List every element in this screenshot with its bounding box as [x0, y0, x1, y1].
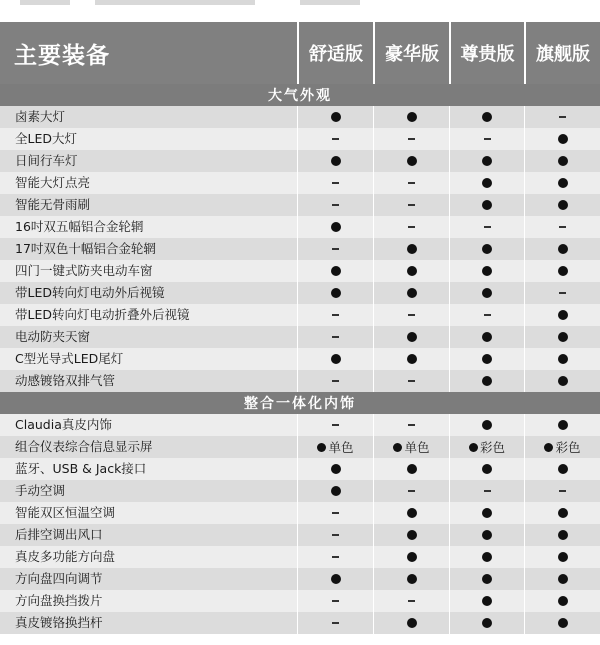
- dot-icon: [482, 332, 492, 342]
- dot-icon: [407, 244, 417, 254]
- standard-dot-icon: [524, 458, 600, 480]
- version-header-comfort: 舒适版: [297, 22, 373, 84]
- standard-dot-icon: [449, 106, 524, 128]
- feature-label: 卤素大灯: [15, 109, 66, 124]
- version-header-luxury: 豪华版: [373, 22, 449, 84]
- feature-label: 智能双区恒温空调: [15, 505, 116, 520]
- table-row: [0, 304, 600, 326]
- feature-label: C型光导式LED尾灯: [15, 351, 124, 366]
- not-available-dash-icon: [297, 590, 373, 612]
- value-text: 彩色: [555, 440, 581, 455]
- dash-icon: [332, 534, 339, 536]
- feature-label: 智能无骨雨刷: [15, 197, 91, 212]
- not-available-dash-icon: [373, 216, 449, 238]
- not-available-dash-icon: [373, 370, 449, 392]
- dash-icon: [332, 424, 339, 426]
- dot-icon: [331, 464, 341, 474]
- dot-icon: [407, 266, 417, 276]
- section-header: 整合一体化内饰: [0, 392, 600, 414]
- not-available-dash-icon: [449, 304, 524, 326]
- standard-dot-icon: [524, 502, 600, 524]
- dash-icon: [332, 556, 339, 558]
- dot-icon: [393, 443, 402, 452]
- dot-icon: [331, 574, 341, 584]
- dot-icon: [558, 376, 568, 386]
- dash-icon: [484, 138, 491, 140]
- standard-dot-icon: [373, 568, 449, 590]
- not-available-dash-icon: [297, 128, 373, 150]
- feature-label: 全LED大灯: [15, 131, 77, 146]
- dash-icon: [408, 204, 415, 206]
- dot-icon: [331, 156, 341, 166]
- standard-dot-icon: [373, 502, 449, 524]
- not-available-dash-icon: [449, 480, 524, 502]
- value-text: 单色: [328, 440, 354, 455]
- feature-label: 电动防夹天窗: [15, 329, 91, 344]
- standard-dot-icon: [297, 480, 373, 502]
- feature-label: 智能大灯点亮: [15, 175, 91, 190]
- dot-icon: [558, 464, 568, 474]
- standard-dot-icon: [373, 150, 449, 172]
- dot-icon: [407, 156, 417, 166]
- standard-dot-icon: [524, 612, 600, 634]
- standard-dot-icon: [524, 546, 600, 568]
- dot-icon: [331, 112, 341, 122]
- standard-dot-icon: [524, 238, 600, 260]
- dot-icon: [407, 530, 417, 540]
- standard-dot-icon: [524, 194, 600, 216]
- dot-icon: [558, 134, 568, 144]
- not-available-dash-icon: [449, 128, 524, 150]
- dot-icon: [482, 266, 492, 276]
- standard-dot-icon: [524, 150, 600, 172]
- standard-dot-icon: [297, 150, 373, 172]
- dash-icon: [332, 248, 339, 250]
- table-title: 主要装备: [14, 42, 110, 69]
- dash-icon: [408, 314, 415, 316]
- standard-dot-icon: [373, 326, 449, 348]
- dot-icon: [331, 354, 341, 364]
- dash-icon: [408, 226, 415, 228]
- standard-dot-icon: [449, 282, 524, 304]
- cropped-fragment: [300, 0, 360, 5]
- feature-label: 方向盘换挡拨片: [15, 593, 103, 608]
- table-row: [0, 458, 600, 480]
- dash-icon: [332, 600, 339, 602]
- not-available-dash-icon: [373, 414, 449, 436]
- standard-dot-icon: [524, 172, 600, 194]
- standard-dot-icon: [373, 458, 449, 480]
- dot-icon: [482, 596, 492, 606]
- standard-dot-icon: [449, 348, 524, 370]
- not-available-dash-icon: [297, 238, 373, 260]
- dot-icon: [482, 420, 492, 430]
- standard-dot-icon: [449, 326, 524, 348]
- dash-icon: [332, 380, 339, 382]
- dot-icon: [482, 244, 492, 254]
- standard-dot-icon: [449, 568, 524, 590]
- top-strip: [0, 0, 600, 22]
- dash-icon: [408, 424, 415, 426]
- table-row: [0, 502, 600, 524]
- table-row: [0, 524, 600, 546]
- value-text: 单色: [404, 440, 430, 455]
- standard-dot-icon: [524, 304, 600, 326]
- standard-dot-icon: [524, 128, 600, 150]
- standard-dot-icon: [373, 348, 449, 370]
- feature-label: 带LED转向灯电动外后视镜: [15, 285, 165, 300]
- dash-icon: [559, 116, 566, 118]
- feature-label: 真皮多功能方向盘: [15, 549, 116, 564]
- standard-dot-icon: [449, 172, 524, 194]
- value-cell: [524, 436, 600, 458]
- standard-dot-icon: [524, 568, 600, 590]
- dot-icon: [407, 464, 417, 474]
- table-row: [0, 150, 600, 172]
- dash-icon: [332, 204, 339, 206]
- standard-dot-icon: [297, 282, 373, 304]
- feature-label: 四门一键式防夹电动车窗: [15, 263, 153, 278]
- dot-icon: [407, 288, 417, 298]
- feature-label: 带LED转向灯电动折叠外后视镜: [15, 307, 190, 322]
- standard-dot-icon: [297, 216, 373, 238]
- dot-icon: [482, 574, 492, 584]
- dot-icon: [558, 354, 568, 364]
- standard-dot-icon: [373, 238, 449, 260]
- standard-dot-icon: [297, 260, 373, 282]
- standard-dot-icon: [524, 414, 600, 436]
- not-available-dash-icon: [297, 370, 373, 392]
- dot-icon: [407, 574, 417, 584]
- not-available-dash-icon: [297, 326, 373, 348]
- table-row: [0, 414, 600, 436]
- dash-icon: [559, 490, 566, 492]
- not-available-dash-icon: [373, 194, 449, 216]
- standard-dot-icon: [449, 524, 524, 546]
- standard-dot-icon: [449, 370, 524, 392]
- dash-icon: [408, 600, 415, 602]
- dot-icon: [558, 596, 568, 606]
- dot-icon: [407, 354, 417, 364]
- dot-icon: [482, 200, 492, 210]
- dot-icon: [331, 266, 341, 276]
- dash-icon: [408, 490, 415, 492]
- dash-icon: [484, 314, 491, 316]
- not-available-dash-icon: [297, 502, 373, 524]
- version-header-premium: 尊贵版: [449, 22, 524, 84]
- dash-icon: [332, 314, 339, 316]
- table-row: [0, 436, 600, 458]
- not-available-dash-icon: [297, 524, 373, 546]
- not-available-dash-icon: [297, 304, 373, 326]
- standard-dot-icon: [373, 260, 449, 282]
- dot-icon: [558, 530, 568, 540]
- feature-label: 真皮镀铬换挡杆: [15, 615, 103, 630]
- table-row: [0, 282, 600, 304]
- standard-dot-icon: [524, 590, 600, 612]
- standard-dot-icon: [373, 546, 449, 568]
- standard-dot-icon: [449, 260, 524, 282]
- standard-dot-icon: [524, 348, 600, 370]
- dash-icon: [332, 138, 339, 140]
- dot-icon: [558, 574, 568, 584]
- feature-label: 17吋双色十幅铝合金轮辋: [15, 241, 156, 256]
- dot-icon: [407, 332, 417, 342]
- not-available-dash-icon: [524, 480, 600, 502]
- feature-label: 动感镀铬双排气管: [15, 373, 116, 388]
- dot-icon: [558, 310, 568, 320]
- dash-icon: [332, 182, 339, 184]
- dot-icon: [482, 354, 492, 364]
- table-row: [0, 546, 600, 568]
- not-available-dash-icon: [297, 172, 373, 194]
- standard-dot-icon: [449, 238, 524, 260]
- not-available-dash-icon: [373, 304, 449, 326]
- table-row: [0, 370, 600, 392]
- table-row: [0, 590, 600, 612]
- table-row: [0, 106, 600, 128]
- table-header: [0, 22, 600, 84]
- standard-dot-icon: [373, 282, 449, 304]
- standard-dot-icon: [297, 348, 373, 370]
- version-header-flagship: 旗舰版: [524, 22, 600, 84]
- dot-icon: [407, 508, 417, 518]
- dot-icon: [482, 288, 492, 298]
- standard-dot-icon: [449, 502, 524, 524]
- dash-icon: [332, 622, 339, 624]
- dash-icon: [559, 292, 566, 294]
- standard-dot-icon: [524, 260, 600, 282]
- feature-label: 组合仪表综合信息显示屏: [15, 439, 153, 454]
- dot-icon: [558, 332, 568, 342]
- dot-icon: [558, 618, 568, 628]
- table-row: [0, 260, 600, 282]
- standard-dot-icon: [524, 370, 600, 392]
- dot-icon: [469, 443, 478, 452]
- cropped-fragment: [20, 0, 70, 5]
- table-row: [0, 326, 600, 348]
- not-available-dash-icon: [373, 590, 449, 612]
- table-row: [0, 568, 600, 590]
- not-available-dash-icon: [297, 612, 373, 634]
- feature-label: 方向盘四向调节: [15, 571, 103, 586]
- dot-icon: [558, 420, 568, 430]
- dot-icon: [317, 443, 326, 452]
- dot-icon: [482, 464, 492, 474]
- value-text: 彩色: [479, 440, 505, 455]
- cropped-fragment: [95, 0, 255, 5]
- table-row: [0, 194, 600, 216]
- dot-icon: [558, 266, 568, 276]
- not-available-dash-icon: [524, 216, 600, 238]
- standard-dot-icon: [524, 326, 600, 348]
- standard-dot-icon: [449, 612, 524, 634]
- dot-icon: [482, 508, 492, 518]
- not-available-dash-icon: [297, 546, 373, 568]
- dash-icon: [484, 226, 491, 228]
- dot-icon: [331, 486, 341, 496]
- dot-icon: [482, 112, 492, 122]
- feature-label: 后排空调出风口: [15, 527, 103, 542]
- dot-icon: [407, 112, 417, 122]
- not-available-dash-icon: [297, 194, 373, 216]
- standard-dot-icon: [297, 106, 373, 128]
- dot-icon: [482, 552, 492, 562]
- dash-icon: [332, 512, 339, 514]
- dot-icon: [407, 618, 417, 628]
- dot-icon: [482, 376, 492, 386]
- dot-icon: [331, 288, 341, 298]
- table-row: [0, 348, 600, 370]
- table-row: [0, 238, 600, 260]
- dot-icon: [482, 618, 492, 628]
- not-available-dash-icon: [297, 414, 373, 436]
- dash-icon: [408, 182, 415, 184]
- dash-icon: [484, 490, 491, 492]
- standard-dot-icon: [373, 106, 449, 128]
- dot-icon: [407, 552, 417, 562]
- standard-dot-icon: [449, 194, 524, 216]
- dot-icon: [558, 200, 568, 210]
- feature-label: 16吋双五幅铝合金轮辋: [15, 219, 144, 234]
- standard-dot-icon: [449, 458, 524, 480]
- not-available-dash-icon: [373, 128, 449, 150]
- dash-icon: [332, 336, 339, 338]
- standard-dot-icon: [297, 568, 373, 590]
- standard-dot-icon: [449, 150, 524, 172]
- dot-icon: [558, 552, 568, 562]
- value-cell: [373, 436, 449, 458]
- section-header: 大气外观: [0, 84, 600, 106]
- standard-dot-icon: [524, 524, 600, 546]
- dot-icon: [558, 244, 568, 254]
- standard-dot-icon: [373, 524, 449, 546]
- feature-label: 蓝牙、USB & Jack接口: [15, 461, 147, 476]
- table-row: [0, 480, 600, 502]
- table-row: [0, 172, 600, 194]
- dot-icon: [558, 178, 568, 188]
- table-row: [0, 128, 600, 150]
- standard-dot-icon: [449, 414, 524, 436]
- feature-label: 手动空调: [15, 483, 66, 498]
- not-available-dash-icon: [373, 480, 449, 502]
- dot-icon: [558, 156, 568, 166]
- standard-dot-icon: [297, 458, 373, 480]
- dash-icon: [408, 380, 415, 382]
- dash-icon: [408, 138, 415, 140]
- dot-icon: [331, 222, 341, 232]
- not-available-dash-icon: [524, 282, 600, 304]
- table-row: [0, 216, 600, 238]
- not-available-dash-icon: [373, 172, 449, 194]
- value-cell: [449, 436, 524, 458]
- dash-icon: [559, 226, 566, 228]
- not-available-dash-icon: [449, 216, 524, 238]
- feature-label: 日间行车灯: [15, 153, 78, 168]
- dot-icon: [482, 156, 492, 166]
- standard-dot-icon: [373, 612, 449, 634]
- value-cell: [297, 436, 373, 458]
- dot-icon: [558, 508, 568, 518]
- feature-label: Claudia真皮内饰: [15, 417, 112, 432]
- table-row: [0, 612, 600, 634]
- not-available-dash-icon: [524, 106, 600, 128]
- standard-dot-icon: [449, 546, 524, 568]
- dot-icon: [544, 443, 553, 452]
- dot-icon: [482, 178, 492, 188]
- standard-dot-icon: [449, 590, 524, 612]
- dot-icon: [482, 530, 492, 540]
